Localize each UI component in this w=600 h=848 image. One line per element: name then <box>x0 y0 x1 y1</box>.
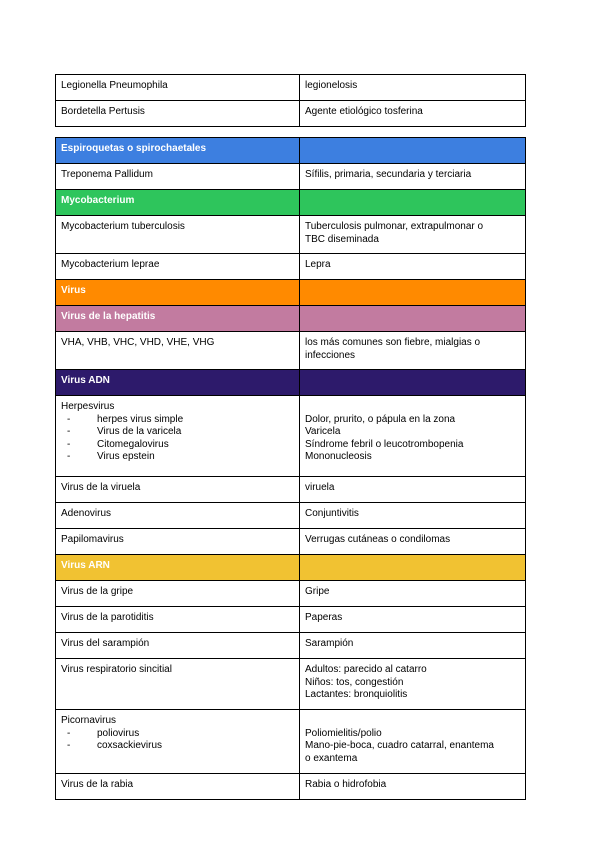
cell-disease: Verrugas cutáneas o condilomas <box>300 529 526 555</box>
cell-organism: Treponema Pallidum <box>56 164 300 190</box>
cell-disease: Sarampión <box>300 633 526 659</box>
section-blank <box>300 280 526 306</box>
cell-organism: Mycobacterium leprae <box>56 254 300 280</box>
table-row <box>56 332 526 370</box>
section-blank <box>300 555 526 581</box>
table-row <box>56 216 526 254</box>
cell-disease: Agente etiológico tosferina <box>300 101 526 127</box>
table-row <box>56 659 526 710</box>
cell-organism <box>56 710 300 774</box>
section-header-adn <box>56 370 526 396</box>
table-row <box>56 529 526 555</box>
main-table <box>55 137 526 800</box>
section-blank <box>300 138 526 164</box>
section-header-virus <box>56 280 526 306</box>
spacer <box>305 715 520 728</box>
table-row <box>56 75 526 101</box>
cell-disease: viruela <box>300 477 526 503</box>
list-item <box>61 451 294 464</box>
cell-disease: legionelosis <box>300 75 526 101</box>
list-item <box>61 426 294 439</box>
top-table <box>55 74 526 127</box>
cell-line: TBC diseminada <box>305 233 379 245</box>
table-row <box>56 581 526 607</box>
list-item-label: herpes virus simple <box>97 413 184 425</box>
section-title: Mycobacterium <box>56 190 300 216</box>
cell-line: Poliomielitis/polio <box>305 727 382 739</box>
dash: - <box>67 438 71 450</box>
cell-organism: Legionella Pneumophila <box>56 75 300 101</box>
list-item <box>61 740 294 753</box>
cell-disease <box>300 710 526 774</box>
table-row <box>56 477 526 503</box>
section-title: Virus de la hepatitis <box>56 306 300 332</box>
cell-line: Síndrome febril o leucotrombopenia <box>305 438 464 450</box>
section-title: Virus <box>56 280 300 306</box>
cell-organism: Bordetella Pertusis <box>56 101 300 127</box>
section-header-arn <box>56 555 526 581</box>
group-title: Picornavirus <box>61 715 117 726</box>
section-header-mycobacterium <box>56 190 526 216</box>
cell-line: infecciones <box>305 349 356 361</box>
section-title: Virus ADN <box>56 370 300 396</box>
cell-organism: Virus de la rabia <box>56 774 300 800</box>
cell-disease: Gripe <box>300 581 526 607</box>
cell-line: o exantema <box>305 752 358 764</box>
cell-organism: Virus de la parotiditis <box>56 607 300 633</box>
cell-organism: Virus de la viruela <box>56 477 300 503</box>
cell-line: Adultos: parecido al catarro <box>305 664 427 675</box>
cell-organism: Adenovirus <box>56 503 300 529</box>
table-row <box>56 396 526 477</box>
cell-organism <box>56 396 300 477</box>
dash: - <box>67 727 71 739</box>
cell-line: Mononucleosis <box>305 451 372 462</box>
cell-line: Mano-pie-boca, cuadro catarral, enantema <box>305 740 494 751</box>
cell-line: Lactantes: bronquiolitis <box>305 689 408 700</box>
list-item-label: poliovirus <box>97 727 140 739</box>
dash: - <box>67 740 71 751</box>
group-title: Herpesvirus <box>61 401 115 412</box>
dash: - <box>67 451 71 462</box>
table-row <box>56 607 526 633</box>
cell-line: Varicela <box>305 426 341 437</box>
section-header-hepatitis <box>56 306 526 332</box>
cell-organism: Papilomavirus <box>56 529 300 555</box>
list-item <box>61 439 294 452</box>
cell-disease <box>300 396 526 477</box>
list-item-label: Virus epstein <box>97 451 155 462</box>
list-item <box>61 728 294 741</box>
cell-organism: VHA, VHB, VHC, VHD, VHE, VHG <box>56 332 300 370</box>
list-item-label: Virus de la varicela <box>97 426 182 437</box>
cell-disease: Lepra <box>300 254 526 280</box>
spacer <box>305 401 520 414</box>
cell-disease: Rabia o hidrofobia <box>300 774 526 800</box>
cell-organism: Mycobacterium tuberculosis <box>56 216 300 254</box>
cell-line: Tuberculosis pulmonar, extrapulmonar o <box>305 221 484 232</box>
list-item <box>61 414 294 427</box>
cell-organism: Virus de la gripe <box>56 581 300 607</box>
cell-organism: Virus respiratorio sincitial <box>56 659 300 710</box>
cell-line: los más comunes son fiebre, mialgias o <box>305 337 481 348</box>
table-row <box>56 633 526 659</box>
table-row <box>56 101 526 127</box>
cell-disease <box>300 216 526 254</box>
section-header-espiroquetas <box>56 138 526 164</box>
cell-disease: Paperas <box>300 607 526 633</box>
table-row <box>56 164 526 190</box>
cell-disease: Sífilis, primaria, secundaria y terciaria <box>300 164 526 190</box>
table-row <box>56 503 526 529</box>
section-title: Espiroquetas o spirochaetales <box>56 138 300 164</box>
table-row <box>56 774 526 800</box>
cell-line: Niños: tos, congestión <box>305 676 404 688</box>
cell-disease <box>300 659 526 710</box>
section-title: Virus ARN <box>56 555 300 581</box>
dash: - <box>67 413 71 425</box>
cell-organism: Virus del sarampión <box>56 633 300 659</box>
section-blank <box>300 306 526 332</box>
cell-disease: Conjuntivitis <box>300 503 526 529</box>
cell-line: Dolor, prurito, o pápula en la zona <box>305 413 456 425</box>
section-blank <box>300 370 526 396</box>
section-blank <box>300 190 526 216</box>
dash: - <box>67 426 71 437</box>
list-item-label: coxsackievirus <box>97 740 163 751</box>
table-row <box>56 254 526 280</box>
table-row <box>56 710 526 774</box>
cell-disease <box>300 332 526 370</box>
list-item-label: Citomegalovirus <box>97 438 169 450</box>
